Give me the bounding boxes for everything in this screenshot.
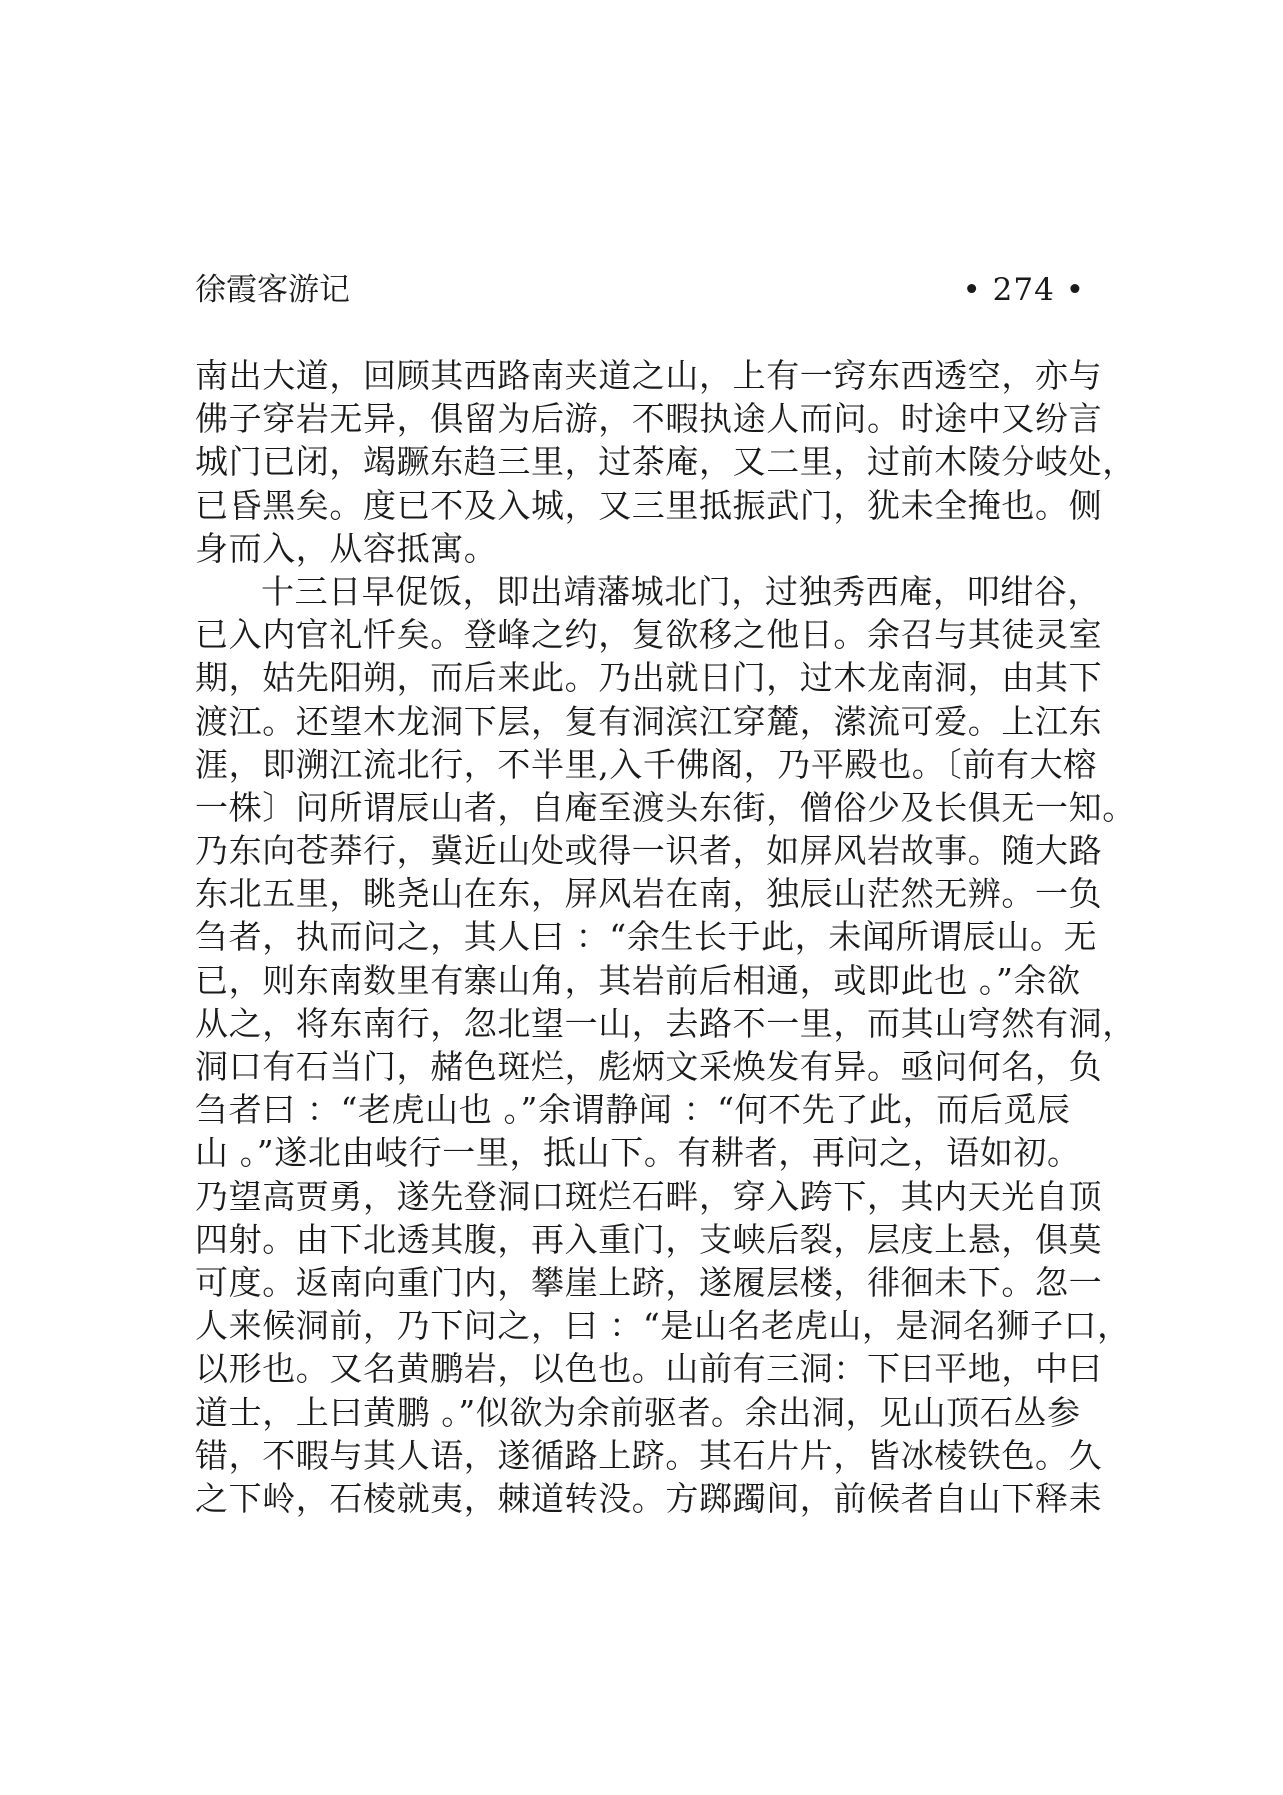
text-line: 人来候洞前，乃下问之，曰 ：“是山名老虎山，是洞名狮子口，	[195, 1306, 1131, 1346]
text-line: 东北五里，眺尧山在东，屏风岩在南，独辰山茫然无辨。一负	[195, 874, 1103, 914]
text-line: 以形也。又名黄鹏岩，以色也。山前有三洞：下曰平地，中曰	[195, 1349, 1103, 1389]
text-line: 身而入，从容抵寓。	[195, 528, 498, 568]
running-header	[195, 268, 1085, 312]
text-line: 已昏黑矣。度已不及入城，又三里抵振武门，犹未全掩也。侧	[195, 485, 1103, 525]
text-line: 已，则东南数里有寨山角，其岩前后相通，或即此也 。”余欲	[195, 960, 1081, 1000]
page-number: • 274 •	[962, 272, 1085, 308]
text-line: 从之，将东南行，忽北望一山，去路不一里，而其山穹然有洞，	[195, 1003, 1136, 1043]
text-line: 道士，上曰黄鹏 。”似欲为余前驱者。余出洞，见山顶石丛参	[195, 1392, 1081, 1432]
text-line: 洞口有石当门，赭色斑烂，彪炳文采焕发有异。亟问何名，负	[195, 1047, 1103, 1086]
text-line: 一株〕问所谓辰山者，自庵至渡头东街，僧俗少及长俱无一知。	[195, 787, 1136, 827]
text-line: 佛子穿岩无异，俱留为后游，不暇执途人而问。时途中又纷言	[195, 399, 1103, 439]
text-line: 期，姑先阳朔，而后来此。乃出就日门，过木龙南洞，由其下	[195, 658, 1103, 698]
book-title: 徐霞客游记	[195, 272, 350, 308]
text-line: 乃东向苍莽行，冀近山处或得一识者，如屏风岩故事。随大路	[195, 831, 1103, 871]
text-line: 渡江。还望木龙洞下层，复有洞滨江穿麓，潆流可爱。上江东	[195, 701, 1103, 741]
paragraph-start-line: 十三日早促饭，即出靖藩城北门，过独秀西庵，叩绀谷，	[261, 571, 1101, 611]
text-line: 山 。”遂北由岐行一里，抵山下。有耕者，再问之，语如初。	[195, 1133, 1081, 1173]
text-line: 乃望高贾勇，遂先登洞口斑烂石畔，穿入跨下，其内天光自顶	[195, 1176, 1103, 1216]
text-line: 刍者，执而问之，其人曰 ：“余生长于此，未闻所谓辰山。无	[195, 917, 1098, 957]
text-line: 城门已闭，竭蹶东趋三里，过茶庵，又二里，过前木陵分岐处，	[195, 442, 1136, 482]
text-line: 已入内官礼忏矣。登峰之约，复欲移之他日。余召与其徒灵室	[195, 615, 1103, 655]
text-line: 错，不暇与其人语，遂循路上跻。其石片片，皆冰棱铁色。久	[195, 1435, 1103, 1475]
text-line: 涯，即溯江流北行，不半里,入千佛阁，乃平殿也。〔前有大榕	[195, 744, 1097, 784]
body-text	[195, 354, 1136, 1520]
text-line: 南出大道，回顾其西路南夹道之山，上有一窍东西透空，亦与	[195, 356, 1103, 395]
text-line: 四射。由下北透其腹，再入重门，支峡后裂，层庋上悬，俱莫	[195, 1219, 1103, 1259]
text-line: 可度。返南向重门内，攀崖上跻，遂履层楼，徘徊未下。忽一	[195, 1262, 1103, 1302]
text-line: 刍者曰 ：“老虎山也 。”余谓静闻 ：“何不先了此，而后觅辰	[195, 1090, 1071, 1130]
text-line: 之下岭，石棱就夷，棘道转没。方踯躅间，前候者自山下释耒	[195, 1478, 1103, 1518]
